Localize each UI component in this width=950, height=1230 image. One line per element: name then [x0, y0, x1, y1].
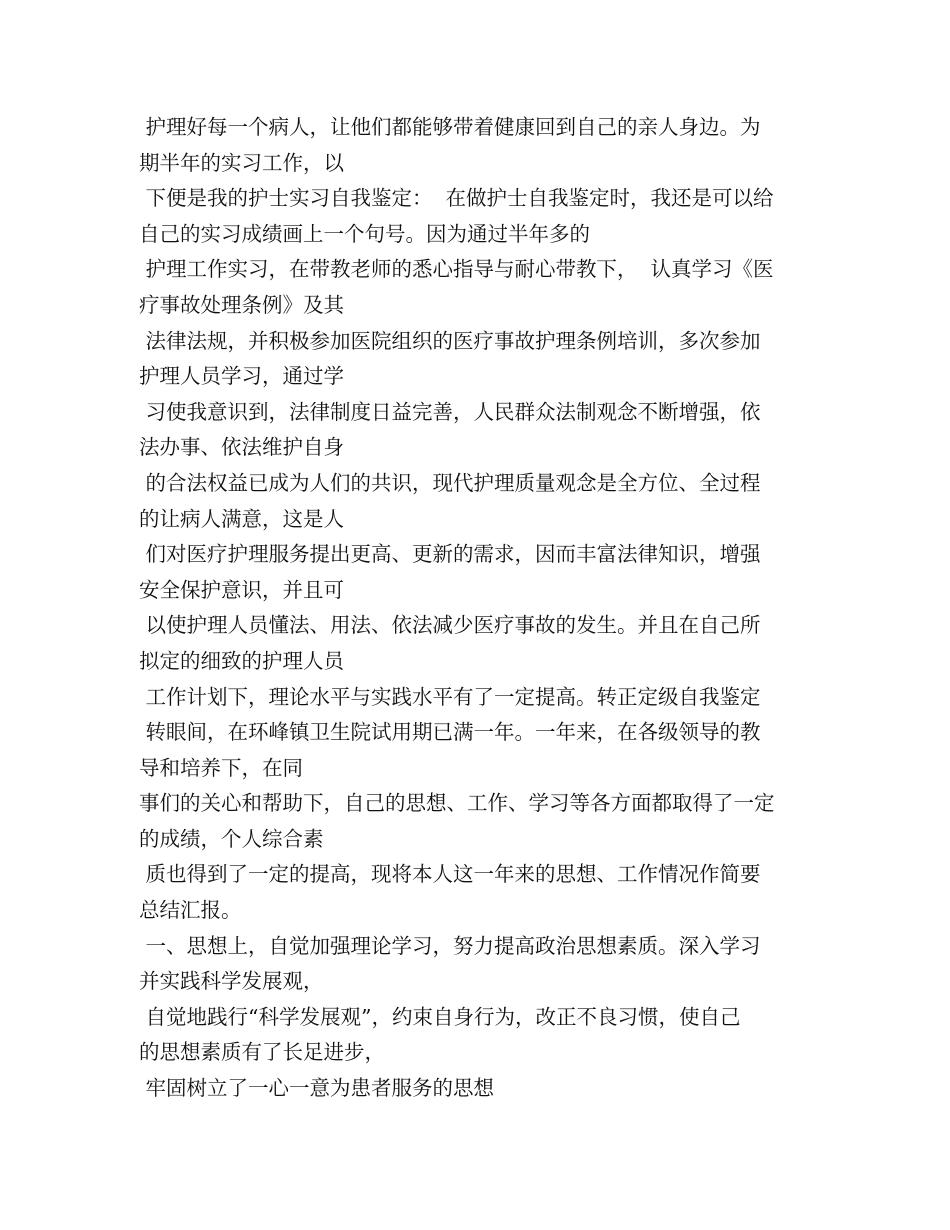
text-line: 疗事故处理条例》及其: [139, 292, 344, 317]
text-line: 并实践科学发展观，: [139, 969, 324, 994]
text-line: 习使我意识到，法律制度日益完善，人民群众法制观念不断增强，依: [139, 399, 761, 424]
text-line: 的成绩，个人综合素: [139, 826, 324, 851]
text-line: 的思想素质有了长足进步，: [139, 1040, 385, 1065]
text-line: 下便是我的护士实习自我鉴定： 在做护士自我鉴定时，我还是可以给: [139, 186, 774, 211]
text-line: 自己的实习成绩画上一个句号。因为通过半年多的: [139, 221, 590, 246]
text-line: 的合法权益已成为人们的共识，现代护理质量观念是全方位、全过程: [139, 470, 761, 495]
text-line: 们对医疗护理服务提出更高、更新的需求，因而丰富法律知识，增强: [139, 542, 761, 567]
text-line: 法办事、依法维护自身: [139, 435, 344, 460]
text-line: 一、思想上，自觉加强理论学习，努力提高政治思想素质。深入学习: [139, 933, 761, 958]
document-body: [139, 110, 819, 1107]
text-line: 安全保护意识，并且可: [139, 577, 344, 602]
text-line: 总结汇报。: [139, 898, 242, 923]
text-line: 事们的关心和帮助下，自己的思想、工作、学习等各方面都取得了一定: [139, 791, 775, 816]
text-line: 导和培养下，在同: [139, 755, 303, 780]
text-line: 工作计划下，理论水平与实践水平有了一定提高。转正定级自我鉴定: [139, 684, 761, 709]
text-line: 自觉地践行“科学发展观”，约束自身行为，改正不良习惯，使自己: [139, 1004, 741, 1029]
text-line: 护理人员学习，通过学: [139, 364, 344, 389]
text-line: 质也得到了一定的提高，现将本人这一年来的思想、工作情况作简要: [139, 862, 761, 887]
text-line: 护理工作实习，在带教老师的悉心指导与耐心带教下， 认真学习《医: [139, 257, 774, 282]
text-line: 以使护理人员懂法、用法、依法减少医疗事故的发生。并且在自己所: [139, 613, 761, 638]
text-line: 转眼间，在环峰镇卫生院试用期已满一年。一年来，在各级领导的教: [139, 720, 761, 745]
text-line: 护理好每一个病人，让他们都能够带着健康回到自己的亲人身边。为: [139, 115, 761, 139]
text-line: 牢固树立了一心一意为患者服务的思想: [139, 1076, 495, 1101]
text-line: 拟定的细致的护理人员: [139, 648, 344, 673]
text-line: 的让病人满意，这是人: [139, 506, 344, 531]
text-line: 期半年的实习工作，以: [139, 150, 344, 175]
text-line: 法律法规，并积极参加医院组织的医疗事故护理条例培训，多次参加: [139, 328, 761, 353]
